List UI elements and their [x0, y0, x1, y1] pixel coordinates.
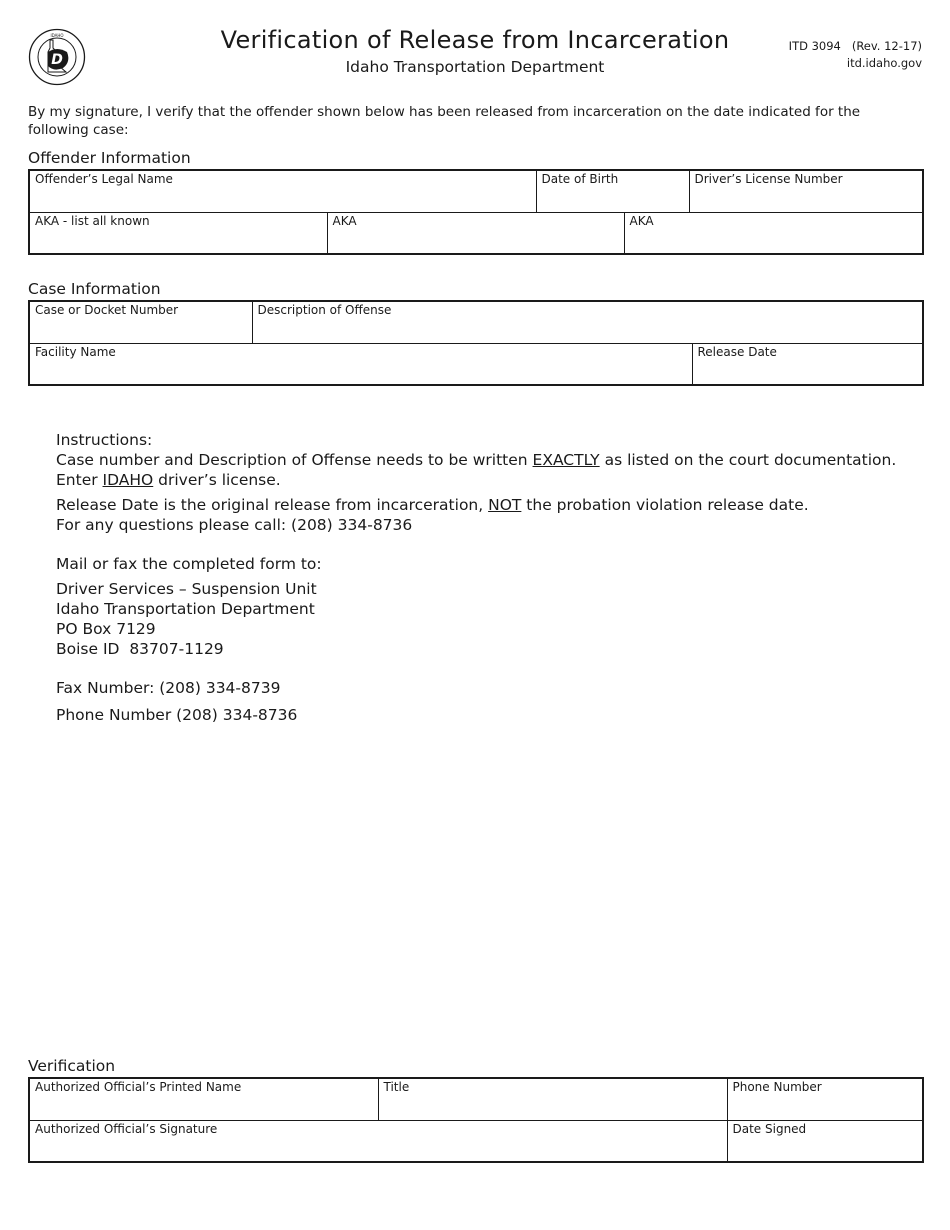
case-section-label: Case Information	[28, 280, 161, 298]
docket-number-field[interactable]	[29, 301, 252, 343]
form-title: Verification of Release from Incarceration	[220, 26, 730, 54]
instruction-line-4: For any questions please call: (208) 334-8736	[56, 516, 413, 534]
address-line-2: Idaho Transportation Department	[56, 600, 315, 618]
instruction-text: as listed on the court documentation.	[599, 451, 897, 469]
instruction-text: Case number and Description of Offense needs to be written	[56, 451, 533, 469]
aka-field-2[interactable]	[327, 212, 624, 254]
release-date-field[interactable]	[692, 343, 923, 385]
svg-text:IDAHO: IDAHO	[50, 33, 64, 38]
instruction-text: Release Date is the original release from incarceration,	[56, 496, 489, 514]
instruction-text: Enter	[56, 471, 103, 489]
offender-section-label: Offender Information	[28, 149, 191, 167]
verification-section-label: Verification	[28, 1057, 116, 1075]
emphasis-idaho: IDAHO	[102, 471, 154, 489]
date-of-birth-label: Date of Birth	[541, 172, 619, 186]
offense-description-label: Description of Offense	[257, 303, 392, 317]
offense-description-field[interactable]	[252, 301, 923, 343]
aka-label-2: AKA	[332, 213, 357, 228]
phone-number: Phone Number (208) 334-8736	[56, 706, 298, 724]
aka-list-field[interactable]	[29, 212, 327, 254]
aka-label-3: AKA	[629, 213, 654, 228]
instructions-block	[56, 430, 896, 535]
svg-text:D: D	[51, 52, 63, 68]
instruction-line-1	[56, 450, 896, 470]
address-line-4: Boise ID 83707-1129	[56, 640, 224, 658]
instruction-line-2	[56, 470, 896, 490]
printed-name-label: Authorized Official’s Printed Name	[35, 1080, 242, 1094]
official-phone-field[interactable]	[727, 1078, 923, 1120]
printed-name-field[interactable]	[29, 1078, 378, 1120]
offender-legal-name-label: Offender’s Legal Name	[35, 172, 173, 186]
release-date-label: Release Date	[697, 344, 777, 359]
date-signed-label: Date Signed	[732, 1121, 807, 1136]
aka-list-label: AKA - list all known	[35, 213, 150, 228]
verification-table	[28, 1077, 924, 1163]
drivers-license-field[interactable]	[689, 170, 923, 212]
fax-number: Fax Number: (208) 334-8739	[56, 679, 281, 697]
signature-field[interactable]	[29, 1120, 727, 1162]
address-line-1: Driver Services – Suspension Unit	[56, 580, 317, 598]
department-subtitle: Idaho Transportation Department	[345, 58, 605, 76]
signature-label: Authorized Official’s Signature	[35, 1121, 218, 1136]
offender-legal-name-field[interactable]	[29, 170, 536, 212]
mail-block	[56, 554, 322, 725]
instruction-line-3	[56, 495, 896, 515]
official-phone-label: Phone Number	[732, 1080, 822, 1094]
drivers-license-label: Driver’s License Number	[694, 172, 843, 186]
offender-table	[28, 169, 924, 255]
instructions-heading: Instructions:	[56, 431, 153, 449]
form-number: ITD 3094 (Rev. 12-17)	[788, 39, 922, 53]
instruction-text: the probation violation release date.	[521, 496, 809, 514]
date-of-birth-field[interactable]	[536, 170, 689, 212]
emphasis-not: NOT	[488, 496, 522, 514]
facility-name-field[interactable]	[29, 343, 692, 385]
mail-heading: Mail or fax the completed form to:	[56, 555, 322, 573]
case-table	[28, 300, 924, 386]
official-title-label: Title	[383, 1080, 410, 1094]
website: itd.idaho.gov	[846, 56, 922, 70]
intro-statement: By my signature, I verify that the offender shown below has been released from incarceration on the date indicated for the following case:	[28, 104, 861, 138]
form-number-block	[789, 38, 922, 72]
docket-number-label: Case or Docket Number	[35, 303, 179, 317]
date-signed-field[interactable]	[727, 1120, 923, 1162]
emphasis-exactly: EXACTLY	[532, 451, 600, 469]
aka-field-3[interactable]	[624, 212, 923, 254]
official-title-field[interactable]	[378, 1078, 727, 1120]
facility-name-label: Facility Name	[35, 344, 116, 359]
address-line-3: PO Box 7129	[56, 620, 156, 638]
instruction-text: driver’s license.	[153, 471, 281, 489]
